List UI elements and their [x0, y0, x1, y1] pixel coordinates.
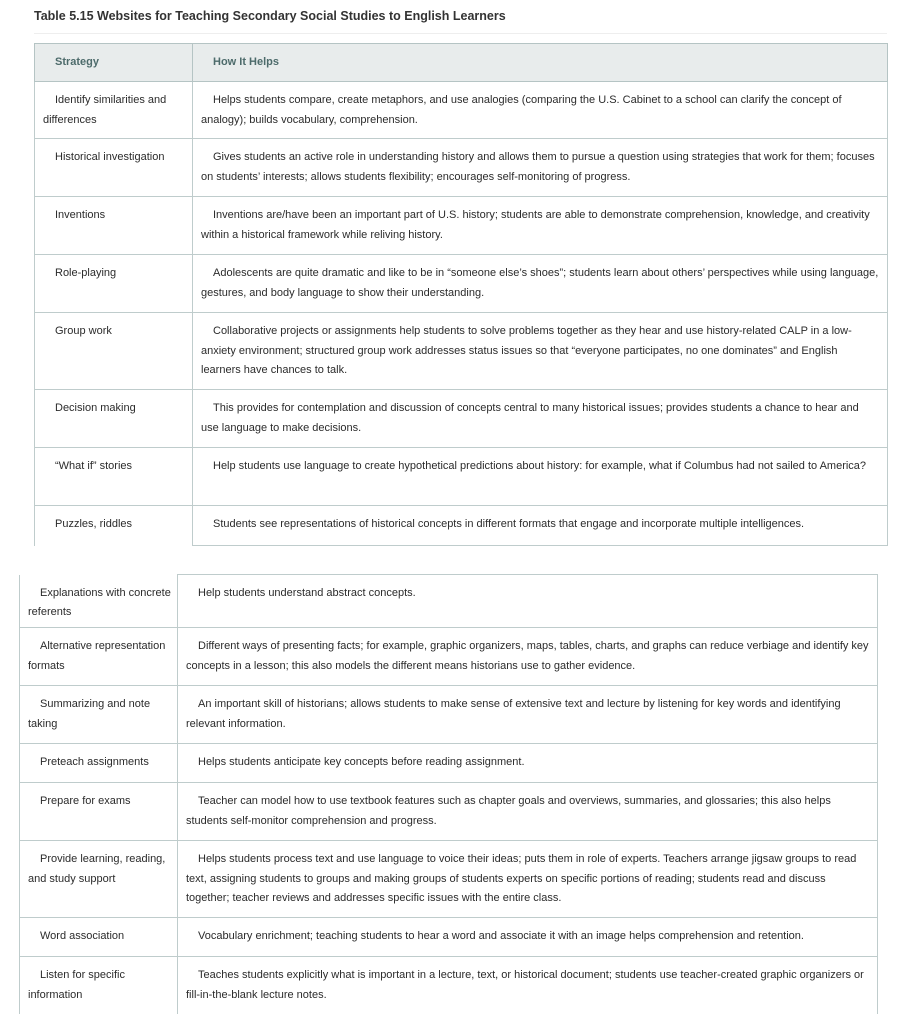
table-row [20, 783, 878, 841]
strategy-cell: Word association [20, 918, 178, 957]
table-header-row [35, 44, 888, 82]
table-row [35, 255, 888, 313]
table-row [35, 448, 888, 506]
strategy-cell: Prepare for exams [20, 783, 178, 841]
how-cell: Help students use language to create hypothetical predictions about history: for example, what if Columbus had not sailed to America? [193, 448, 888, 506]
caption-divider [34, 33, 887, 34]
how-cell: Students see representations of historical concepts in different formats that engage and incorporate multiple intelligences. [193, 506, 888, 546]
strategy-cell: Explanations with concrete referents [20, 575, 178, 628]
table-row [35, 313, 888, 390]
how-cell: Vocabulary enrichment; teaching students to hear a word and associate it with an image helps comprehension and retention. [178, 918, 878, 957]
table-row [20, 957, 878, 1015]
strategy-cell: Summarizing and note taking [20, 686, 178, 744]
strategy-table-part-2 [19, 574, 878, 1014]
how-cell: An important skill of historians; allows students to make sense of extensive text and lecture by listening for key words and identifying relevant information. [178, 686, 878, 744]
header-how-it-helps: How It Helps [193, 44, 888, 82]
how-cell: Helps students process text and use language to voice their ideas; puts them in role of experts. Teachers arrange jigsaw groups to read text, assigning students to groups and making groups of students experts on specific portions of reading; students read and discuss together; teacher reviews and addresses specific issues with the entire class. [178, 841, 878, 918]
strategy-cell: Preteach assignments [20, 744, 178, 783]
strategy-cell: “What if” stories [35, 448, 193, 506]
strategy-table-part-1 [34, 43, 888, 546]
strategy-cell: Identify similarities and differences [35, 82, 193, 139]
table-row [35, 82, 888, 139]
strategy-cell: Inventions [35, 197, 193, 255]
how-cell: Help students understand abstract concepts. [178, 575, 878, 628]
header-strategy: Strategy [35, 44, 193, 82]
how-cell: Teaches students explicitly what is important in a lecture, text, or historical document; students use teacher-created graphic organizers or fill-in-the-blank lecture notes. [178, 957, 878, 1015]
strategy-cell: Puzzles, riddles [35, 506, 193, 546]
strategy-cell: Listen for specific information [20, 957, 178, 1015]
table-row [20, 575, 878, 628]
table-row [35, 390, 888, 448]
how-cell: Collaborative projects or assignments help students to solve problems together as they hear and use history-related CALP in a low-anxiety environment; structured group work addresses status issues so that “everyone participates, no one dominates” and English learners have chances to talk. [193, 313, 888, 390]
table-caption: Table 5.15 Websites for Teaching Secondary Social Studies to English Learners [34, 9, 506, 23]
how-cell: Gives students an active role in understanding history and allows them to pursue a question using strategies that work for them; focuses on students’ interests; allows students flexibility; encourages self-monitoring of progress. [193, 139, 888, 197]
strategy-cell: Historical investigation [35, 139, 193, 197]
table-row [20, 841, 878, 918]
how-cell: Different ways of presenting facts; for example, graphic organizers, maps, tables, charts, and graphs can reduce verbiage and identify key concepts in a lesson; this also models the different means historians use to gather evidence. [178, 628, 878, 686]
how-cell: Adolescents are quite dramatic and like to be in “someone else’s shoes”; students learn about others’ perspectives while using language, gestures, and body language to show their understanding. [193, 255, 888, 313]
strategy-cell: Group work [35, 313, 193, 390]
how-cell: Helps students compare, create metaphors, and use analogies (comparing the U.S. Cabinet to a school can clarify the concept of analogy); builds vocabulary, comprehension. [193, 82, 888, 139]
how-cell: This provides for contemplation and discussion of concepts central to many historical issues; provides students a chance to hear and use language to make decisions. [193, 390, 888, 448]
table-row [20, 628, 878, 686]
table-row [35, 506, 888, 546]
how-cell: Inventions are/have been an important part of U.S. history; students are able to demonstrate comprehension, knowledge, and creativity within a historical framework while reliving history. [193, 197, 888, 255]
strategy-cell: Role-playing [35, 255, 193, 313]
how-cell: Helps students anticipate key concepts before reading assignment. [178, 744, 878, 783]
strategy-cell: Provide learning, reading, and study support [20, 841, 178, 918]
table-row [35, 139, 888, 197]
table-row [20, 686, 878, 744]
table-row [35, 197, 888, 255]
how-cell: Teacher can model how to use textbook features such as chapter goals and overviews, summaries, and glossaries; this also helps students self-monitor comprehension and progress. [178, 783, 878, 841]
table-row [20, 918, 878, 957]
table-row [20, 744, 878, 783]
strategy-cell: Alternative representation formats [20, 628, 178, 686]
strategy-cell: Decision making [35, 390, 193, 448]
